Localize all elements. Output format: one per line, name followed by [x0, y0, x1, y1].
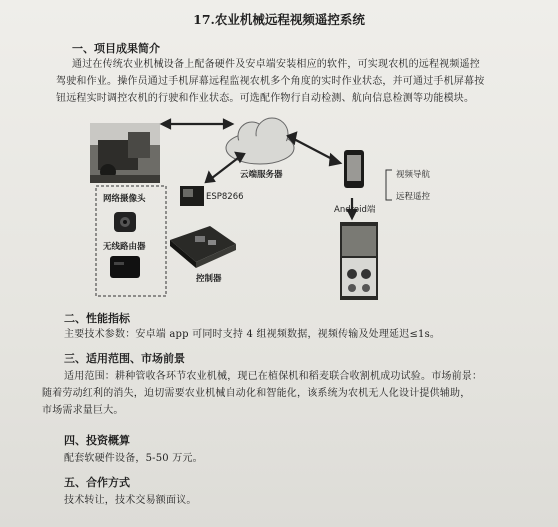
section-1-heading: 一、项目成果简介: [72, 42, 160, 55]
section-4-body: [64, 450, 534, 467]
document-title: 17.农业机械远程视频遥控系统: [193, 12, 365, 27]
section-3-line-3: 市场需求量巨大。: [42, 405, 124, 416]
section-5-heading: 五、合作方式: [64, 476, 130, 489]
tractor-photo: [90, 123, 160, 183]
section-3-heading: 三、适用范围、市场前景: [64, 352, 185, 365]
section-2-line-1: 主要技术参数：安卓端 app 可同时支持 4 组视频数据，视频传输及处理延迟≤1s。: [64, 329, 441, 340]
section-5-line-1: 技术转让，技术交易额面议。: [64, 495, 197, 506]
camera-icon: [114, 212, 136, 232]
section-5-body: [64, 492, 534, 509]
esp8266-label: ESP8266: [206, 192, 244, 202]
android-phone-icon: [344, 150, 364, 188]
cloud-server-label: 云端服务器: [240, 170, 283, 180]
feature-video-navigation: 视频导航: [396, 170, 431, 180]
router-icon: [110, 256, 140, 278]
android-label: Android端: [334, 205, 376, 215]
esp8266-icon: [180, 186, 204, 206]
app-screenshot: [340, 222, 378, 300]
feature-bracket: [386, 170, 392, 200]
section-1-line-3: 钮远程实时调控农机的行驶和作业状态。可选配作物行自动检测、航向信息检测等功能模块。: [56, 93, 475, 104]
camera-label: 网络摄像头: [103, 194, 146, 204]
section-2-heading: 二、性能指标: [64, 312, 130, 325]
section-1-line-1: 通过在传统农业机械设备上配备硬件及安卓端安装相应的软件，可实现农机的远程视频遥控: [72, 59, 480, 70]
controller-board-icon: [170, 226, 236, 268]
section-4-heading: 四、投资概算: [64, 434, 130, 447]
router-label: 无线路由器: [103, 242, 146, 252]
feature-remote-control: 远程遥控: [396, 192, 431, 202]
section-3-line-1: 适用范围：耕种管收各环节农业机械，现已在植保机和稻麦联合收割机成功试验。市场前景：: [64, 371, 483, 382]
section-2-body: [64, 326, 534, 343]
section-4-line-1: 配套软硬件设备，5-50 万元。: [64, 453, 203, 464]
section-3-line-2: 随着劳动红利的消失，迫切需要农业机械自动化和智能化，该系统为农机无人化设计提供辅助，: [42, 388, 471, 399]
controller-label: 控制器: [196, 274, 222, 284]
section-1-line-2: 驾驶和作业。操作员通过手机屏幕远程监视农机多个角度的实时作业状态，并可通过手机屏幕按: [56, 76, 485, 87]
cloud-icon: [226, 118, 294, 164]
section-3-body: [42, 368, 536, 419]
